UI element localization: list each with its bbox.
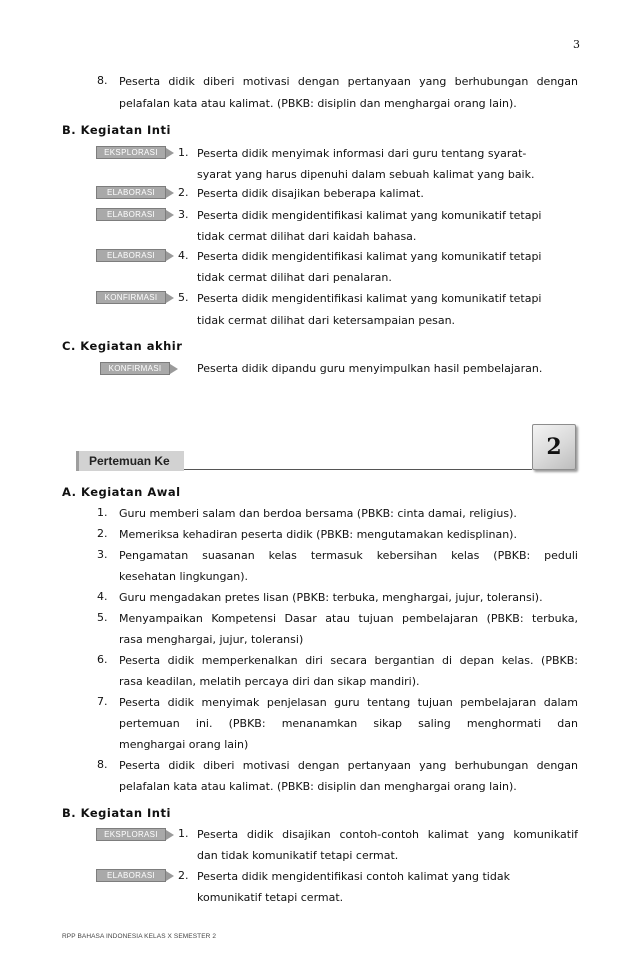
elaborasi-badge: ELABORASI	[96, 869, 166, 882]
list-item-text: pertemuan ini. (PBKB: menanamkan sikap saling menghormati dan	[119, 717, 578, 730]
list-number: 2.	[97, 527, 108, 540]
list-number: 5.	[178, 291, 189, 304]
list-number: 3.	[178, 208, 189, 221]
list-number: 3.	[97, 548, 108, 561]
list-number: 1.	[178, 827, 189, 840]
list-item-text: tidak cermat dilihat dari penalaran.	[197, 271, 392, 284]
list-number: 1.	[97, 506, 108, 519]
list-item-text: tidak cermat dilihat dari ketersampaian pesan.	[197, 314, 456, 327]
list-item-text: menghargai orang lain)	[119, 738, 249, 751]
list-item-text: Peserta didik diberi motivasi dengan pertanyaan yang berhubungan dengan	[119, 759, 578, 772]
section-heading: C. Kegiatan akhir	[62, 339, 183, 353]
list-number: 1.	[178, 146, 189, 159]
list-number: 2.	[178, 186, 189, 199]
elaborasi-badge: ELABORASI	[96, 249, 166, 262]
section-heading: B. Kegiatan Inti	[62, 806, 171, 820]
list-item-text: rasa keadilan, melatih percaya diri dan sikap mandiri).	[119, 675, 420, 688]
section-heading: B. Kegiatan Inti	[62, 123, 171, 137]
page-footer: RPP BAHASA INDONESIA KELAS X SEMESTER 2	[62, 933, 217, 940]
list-number: 8.	[97, 758, 108, 771]
list-item-text: Peserta didik mengidentifikasi contoh kalimat yang tidak	[197, 870, 510, 883]
list-item-text: Pengamatan suasanan kelas termasuk kebersihan kelas (PBKB: peduli	[119, 549, 578, 562]
list-item-text: dan tidak komunikatif tetapi cermat.	[197, 849, 399, 862]
list-item-text: Peserta didik disajikan beberapa kalimat.	[197, 187, 424, 200]
list-item-text: kesehatan lingkungan).	[119, 570, 249, 583]
list-number: 4.	[178, 249, 189, 262]
eksplorasi-badge: EKSPLORASI	[96, 146, 166, 159]
list-item-text: komunikatif tetapi cermat.	[197, 891, 344, 904]
elaborasi-badge: ELABORASI	[96, 208, 166, 221]
pertemuan-label: Pertemuan Ke	[76, 451, 184, 471]
section-heading: A. Kegiatan Awal	[62, 485, 181, 499]
page-number: 3	[573, 38, 580, 51]
list-item-text: Memeriksa kehadiran peserta didik (PBKB: mengutamakan kedisplinan).	[119, 528, 517, 541]
list-item-text: Guru mengadakan pretes lisan (PBKB: terbuka, menghargai, jujur, toleransi).	[119, 591, 543, 604]
list-item-text: Peserta didik diberi motivasi dengan pertanyaan yang berhubungan dengan	[119, 75, 578, 88]
konfirmasi-badge: KONFIRMASI	[100, 362, 170, 375]
list-item-text: Peserta didik mengidentifikasi kalimat yang komunikatif tetapi	[197, 250, 542, 263]
list-number: 7.	[97, 695, 108, 708]
list-item-text: Peserta didik menyimak penjelasan guru tentang tujuan pembelajaran dalam	[119, 696, 578, 709]
list-item-text: tidak cermat dilihat dari kaidah bahasa.	[197, 230, 417, 243]
list-number: 2.	[178, 869, 189, 882]
list-item-text: Menyampaikan Kompetensi Dasar atau tujuan pembelajaran (PBKB: terbuka,	[119, 612, 578, 625]
pertemuan-rule	[184, 469, 532, 470]
pertemuan-number: 2	[532, 424, 576, 470]
list-number: 8.	[97, 74, 108, 87]
list-item-text: rasa menghargai, jujur, toleransi)	[119, 633, 304, 646]
list-item-text: Peserta didik disajikan contoh-contoh kalimat yang komunikatif	[197, 828, 578, 841]
list-number: 5.	[97, 611, 108, 624]
list-item-text: pelafalan kata atau kalimat. (PBKB: disiplin dan menghargai orang lain).	[119, 97, 517, 110]
eksplorasi-badge: EKSPLORASI	[96, 828, 166, 841]
list-item-text: pelafalan kata atau kalimat. (PBKB: disiplin dan menghargai orang lain).	[119, 780, 517, 793]
list-item-text: Peserta didik memperkenalkan diri secara bergantian di depan kelas. (PBKB:	[119, 654, 578, 667]
list-number: 4.	[97, 590, 108, 603]
list-item-text: Peserta didik mengidentifikasi kalimat yang komunikatif tetapi	[197, 209, 542, 222]
list-number: 6.	[97, 653, 108, 666]
elaborasi-badge: ELABORASI	[96, 186, 166, 199]
list-item-text: Peserta didik menyimak informasi dari guru tentang syarat-	[197, 147, 527, 160]
paragraph-text: Peserta didik dipandu guru menyimpulkan hasil pembelajaran.	[197, 362, 543, 375]
list-item-text: Guru memberi salam dan berdoa bersama (PBKB: cinta damai, religius).	[119, 507, 517, 520]
konfirmasi-badge: KONFIRMASI	[96, 291, 166, 304]
list-item-text: syarat yang harus dipenuhi dalam sebuah kalimat yang baik.	[197, 168, 535, 181]
list-item-text: Peserta didik mengidentifikasi kalimat yang komunikatif tetapi	[197, 292, 542, 305]
